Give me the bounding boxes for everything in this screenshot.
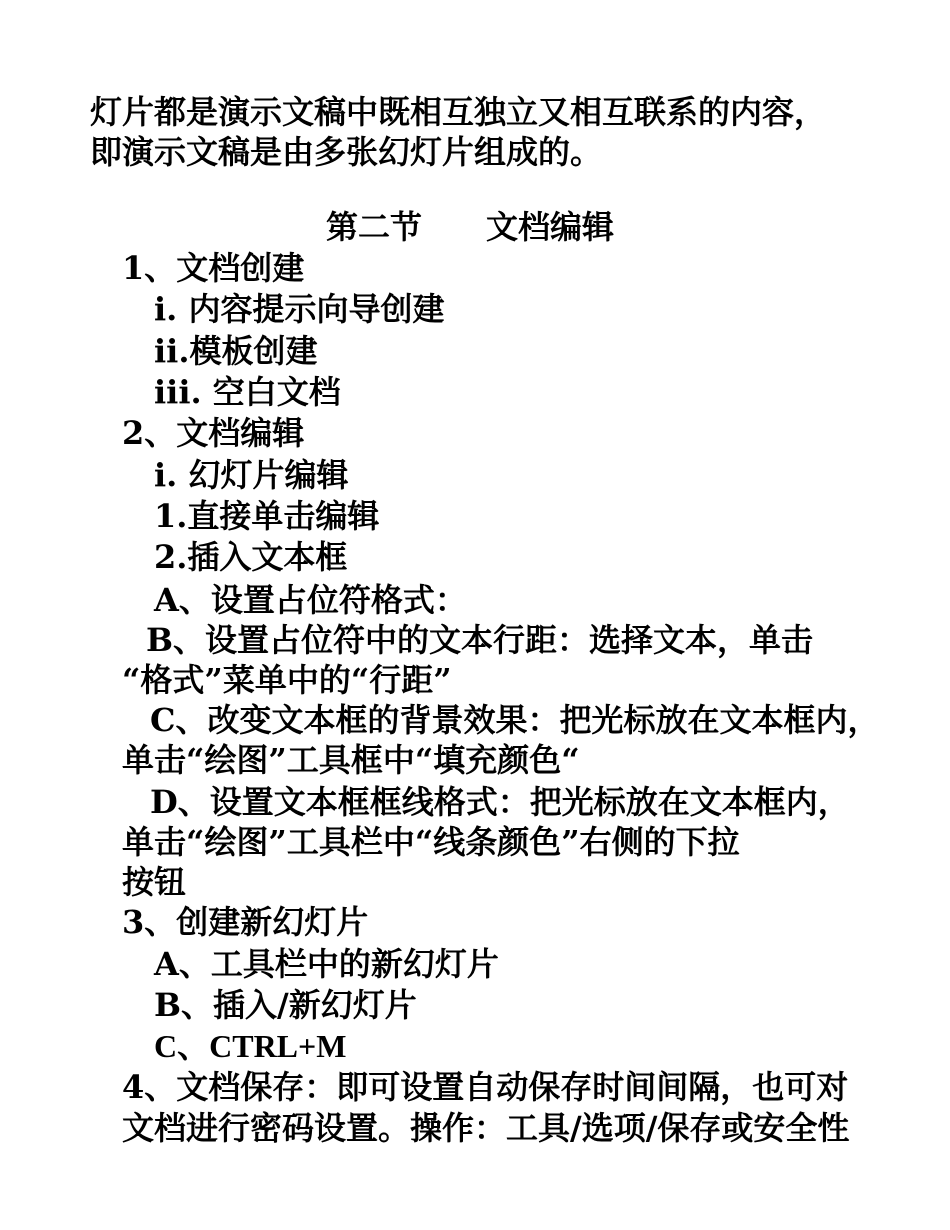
list-item-blank-document: iii. 空白文档 (154, 373, 341, 411)
heading-document-create: 1、文档创建 (122, 249, 305, 287)
list-item-border-format-cont: 单击“绘图”工具栏中“线条颜色”右侧的下拉 (122, 823, 740, 861)
paragraph-save-cont: 文档进行密码设置。操作：工具/选项/保存或安全性 (122, 1109, 850, 1147)
intro-line-2: 即演示文稿是由多张幻灯片组成的。 (90, 133, 603, 171)
heading-new-slide: 3、创建新幻灯片 (122, 903, 369, 941)
list-item-insert-new-slide: B、插入/新幻灯片 (154, 986, 417, 1024)
list-item-insert-textbox: 2.插入文本框 (154, 538, 348, 576)
list-item-shortcut: C、CTRL+M (154, 1028, 347, 1064)
section-title: 第二节 文档编辑 (326, 208, 615, 246)
list-item-line-spacing-cont: “格式”菜单中的“行距” (122, 661, 452, 699)
list-item-border-format: D、设置文本框框线格式：把光标放在文本框内， (150, 783, 850, 821)
list-item-toolbar-new-slide: A、工具栏中的新幻灯片 (154, 945, 499, 983)
paragraph-save: 4、文档保存：即可设置自动保存时间间隔，也可对 (122, 1068, 849, 1106)
list-item-content-wizard: i. 内容提示向导创建 (154, 290, 445, 328)
list-item-background-effect: C、改变文本框的背景效果：把光标放在文本框内， (150, 701, 880, 739)
list-item-template: ii.模板创建 (154, 332, 318, 370)
list-item-border-format-cont-2: 按钮 (122, 863, 187, 901)
heading-document-edit: 2、文档编辑 (122, 414, 305, 452)
list-item-background-effect-cont: 单击“绘图”工具框中“填充颜色“ (122, 741, 580, 779)
list-item-direct-click: 1.直接单击编辑 (154, 497, 380, 535)
list-item-slide-edit: i. 幻灯片编辑 (154, 456, 349, 494)
intro-line-1: 灯片都是演示文稿中既相互独立又相互联系的内容， (90, 93, 827, 131)
list-item-line-spacing: B、设置占位符中的文本行距：选择文本，单击 (146, 621, 814, 659)
list-item-placeholder-format: A、设置占位符格式： (154, 581, 467, 619)
